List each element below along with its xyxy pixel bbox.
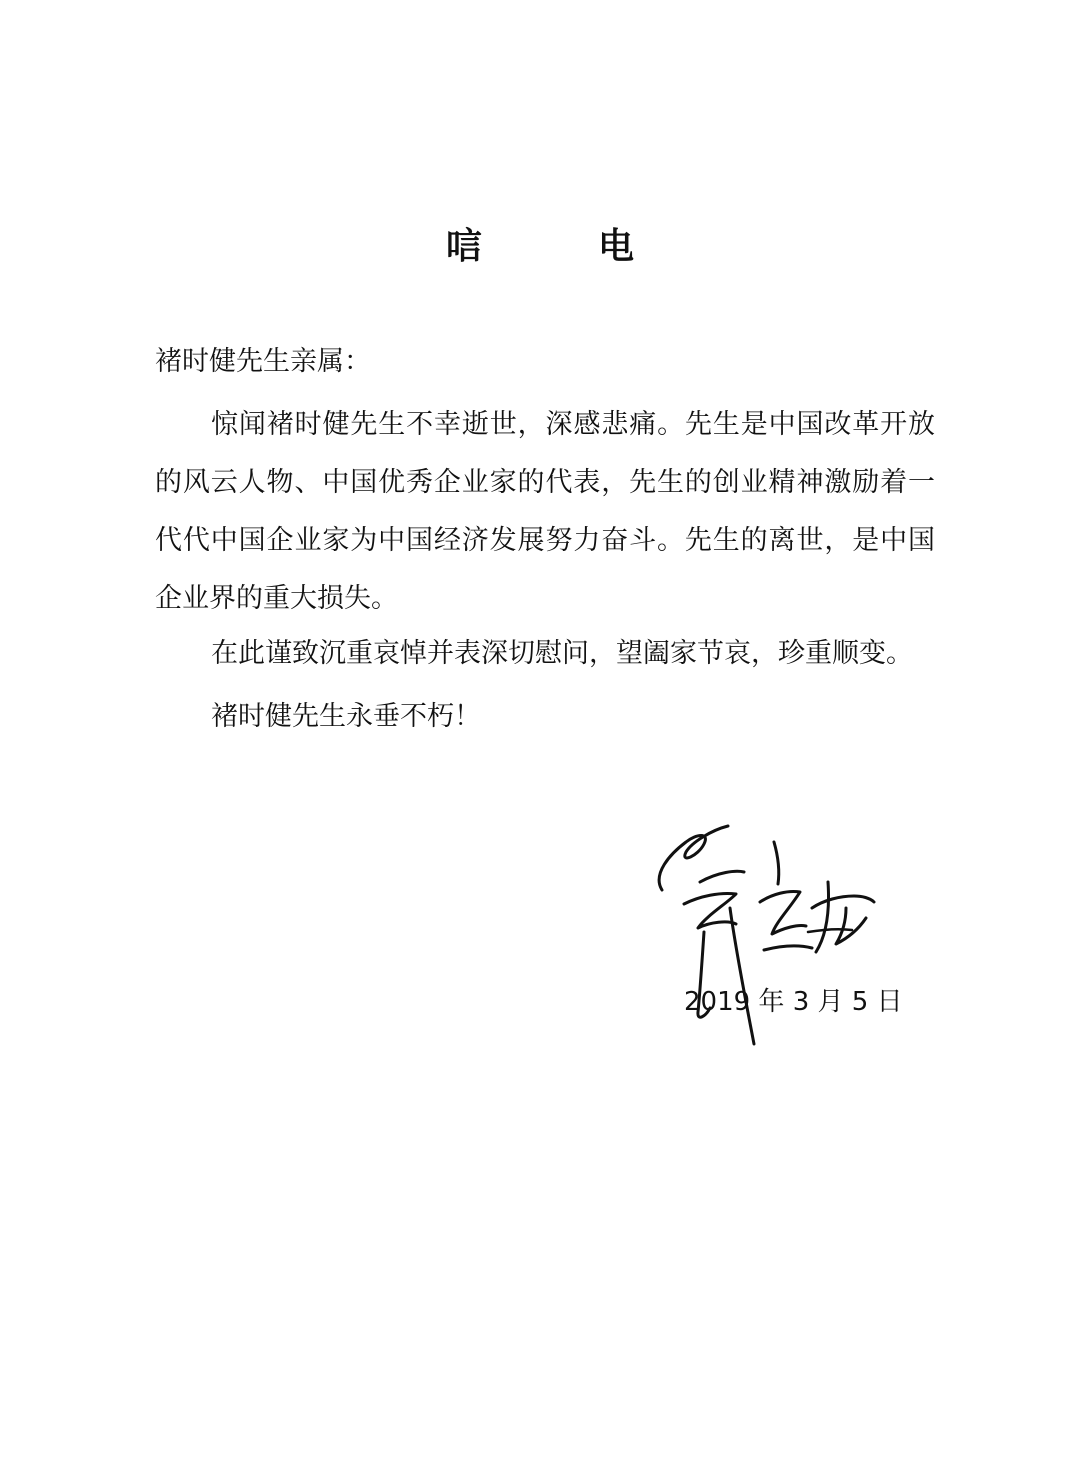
letter-paragraph-3: 褚时健先生永垂不朽！	[211, 701, 481, 732]
letter-title: 唁 电	[445, 226, 674, 267]
letter-salutation: 褚时健先生亲属：	[155, 346, 371, 377]
letter-paragraph-2: 在此谨致沉重哀悼并表深切慰问，望阖家节哀，珍重顺变。	[211, 638, 913, 669]
letter-paragraph-1: 惊闻褚时健先生不幸逝世，深感悲痛。先生是中国改革开放的风云人物、中国优秀企业家的代表，先生的创业精神激励着一代代中国企业家为中国经济发展努力奋斗。先生的离世，是中国企业界的重大损失。	[155, 409, 935, 614]
letter-date: 2019 年 3 月 5 日	[684, 987, 903, 1017]
